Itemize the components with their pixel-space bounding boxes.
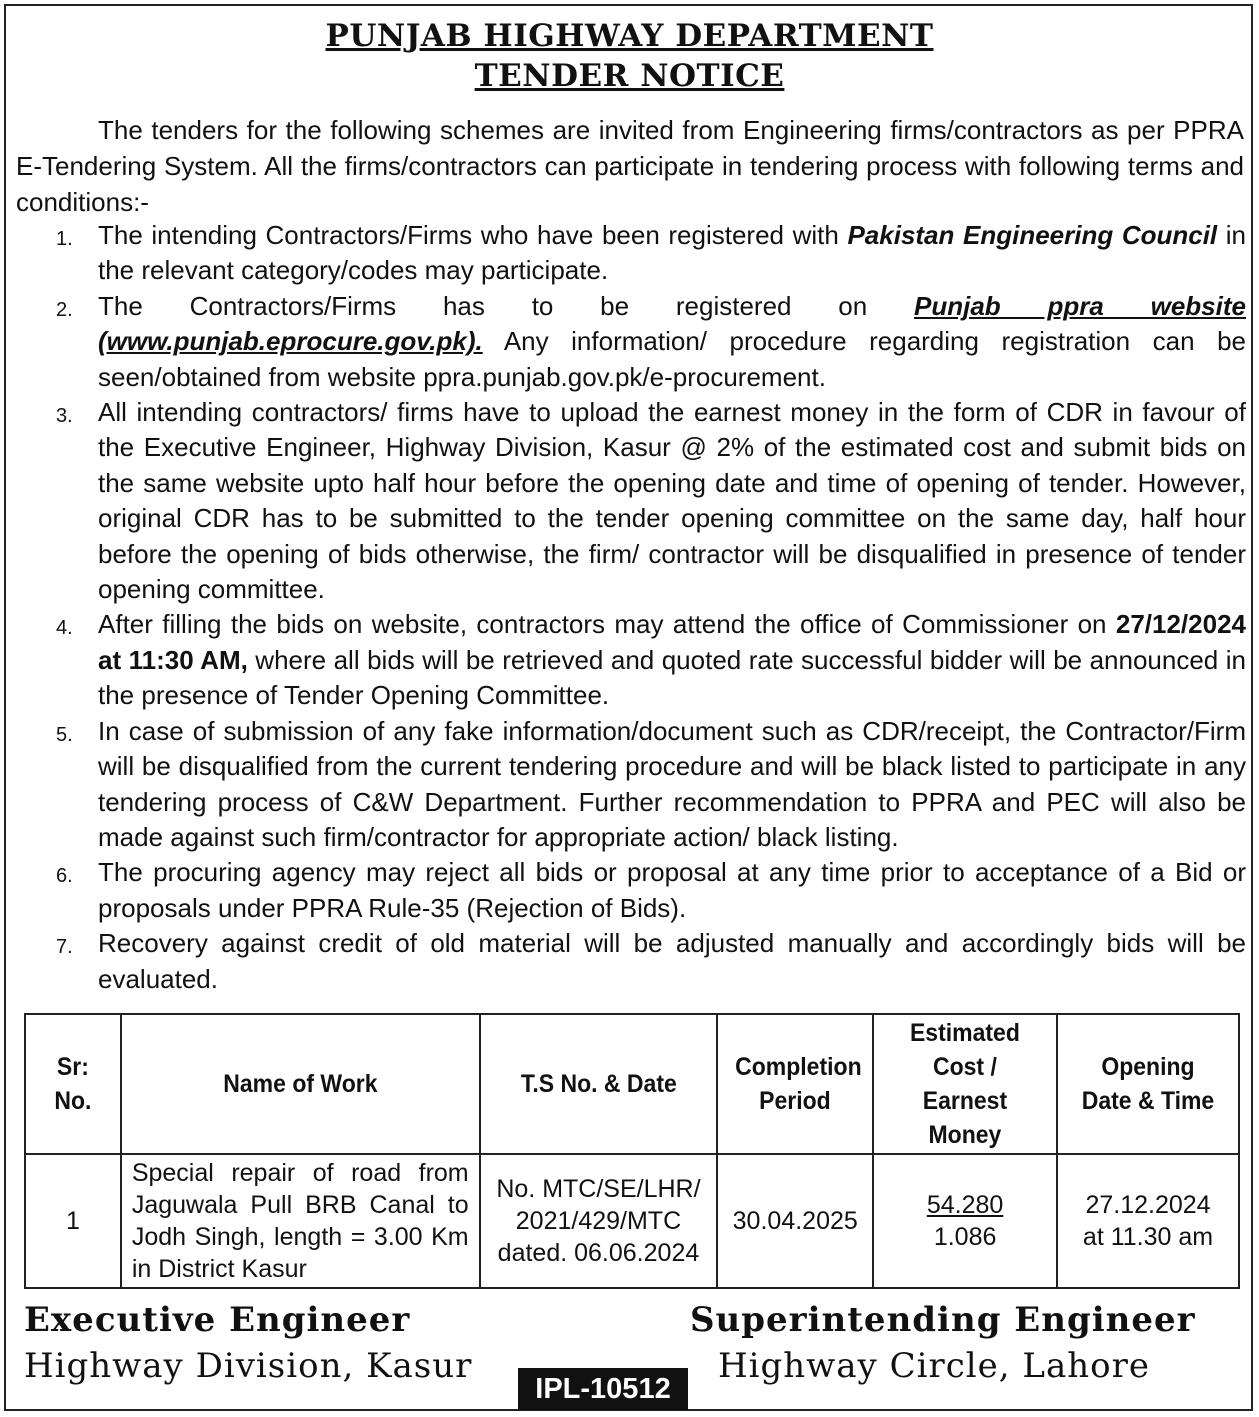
cell-ts-no-date: No. MTC/SE/LHR/ 2021/429/MTC dated. 06.06.2024 <box>480 1154 718 1288</box>
term-text: The procuring agency may reject all bids or proposal at any time prior to acceptance of a Bid or proposals under PPRA Rule-35 (Rejection of Bids). <box>98 857 1246 923</box>
term-number: 3. <box>56 405 73 428</box>
term-emphasis: 27/12/2024 at 11:30 AM, <box>98 609 1246 675</box>
signature-place: Highway Division, Kasur <box>24 1346 473 1386</box>
term-number: 5. <box>56 723 73 746</box>
term-item <box>56 289 1246 395</box>
estimated-cost-value: 54.280 <box>926 1191 1004 1219</box>
earnest-money-value: 1.086 <box>933 1223 997 1251</box>
tender-table <box>24 1013 1240 1289</box>
term-number: 1. <box>56 228 73 250</box>
term-item <box>56 218 1246 289</box>
cell-opening-date-time: 27.12.2024 at 11.30 am <box>1057 1154 1239 1288</box>
cell-name-of-work: Special repair of road from Jaguwala Pull BRB Canal to Jodh Singh, length = 3.00 Km in District Kasur <box>121 1154 480 1288</box>
term-text: Recovery against credit of old material will be adjusted manually and accordingly bids will be evaluated. <box>98 928 1246 994</box>
term-text: The intending Contractors/Firms who have been registered with Pakistan Engineering Council in the relevant category/codes may participate. <box>98 220 1246 286</box>
cell-estimated-cost <box>873 1154 1057 1288</box>
term-item <box>56 926 1246 997</box>
header-completion-period: Completion Period <box>724 1014 867 1154</box>
signature-superintending-engineer <box>690 1300 1196 1386</box>
term-item <box>56 714 1246 856</box>
department-title: PUNJAB HIGHWAY DEPARTMENT <box>325 18 934 54</box>
term-text: The Contractors/Firms has to be registered on Punjab ppra website (www.punjab.eprocure.gov.pk). Any information/ procedure regarding registration can be seen/obtained from website ppra.punjab.gov.pk/e-procurement. <box>98 290 1246 392</box>
term-text: In case of submission of any fake information/document such as CDR/receipt, the Contractor/Firm will be disqualified from the current tendering procedure and will be black listed to participate in any tendering process of C&W Department. Further recommendation to PPRA and PEC will also be made against such firm/contractor for appropriate action/ black listing. <box>98 715 1246 852</box>
term-item <box>56 395 1246 607</box>
header-ts-no-date: T.S No. & Date <box>489 1014 708 1154</box>
cell-completion-period: 30.04.2025 <box>717 1154 873 1288</box>
notice-title: TENDER NOTICE <box>474 58 785 94</box>
signature-role: Executive Engineer <box>24 1300 411 1340</box>
ad-code-badge: IPL-10512 <box>518 1368 688 1410</box>
term-number: 6. <box>56 865 73 888</box>
signature-executive-engineer <box>24 1300 472 1386</box>
table-header-row <box>25 1014 1239 1154</box>
header-sr-no: Sr: No. <box>29 1014 117 1154</box>
table-row <box>25 1154 1239 1288</box>
header-name-of-work: Name of Work <box>135 1014 465 1154</box>
signature-place: Highway Circle, Lahore <box>718 1346 1150 1386</box>
term-text: After filling the bids on website, contractors may attend the office of Commissioner on 27/12/2024 at 11:30 AM, where all bids will be retrieved and quoted rate successful bidder will be announced in the presence of Tender Opening Committee. <box>98 609 1246 711</box>
header-opening-date-time: Opening Date & Time <box>1064 1014 1231 1154</box>
term-item <box>56 855 1246 926</box>
header-estimated-cost: Estimated Cost / Earnest Money <box>881 1014 1050 1154</box>
term-item <box>56 607 1246 713</box>
term-number: 4. <box>56 617 73 640</box>
cell-sr: 1 <box>25 1154 121 1288</box>
intro-paragraph: The tenders for the following schemes are invited from Engineering firms/contractors as per PPRA E-Tendering System. All the firms/contractors can participate in tendering process with following terms and conditions:- <box>16 115 1244 217</box>
term-number: 7. <box>56 936 73 959</box>
term-text: All intending contractors/ firms have to upload the earnest money in the form of CDR in favour of the Executive Engineer, Highway Division, Kasur @ 2% of the estimated cost and submit bids on the same website upto half hour before the opening date and time of opening of tender. However, original CDR has to be submitted to the tender opening committee on the same day, half hour before the opening of bids otherwise, the firm/ contractor will be disqualified in presence of tender opening committee. <box>98 397 1246 605</box>
terms-list <box>56 218 1246 997</box>
term-emphasis-link: Punjab ppra website (www.punjab.eprocure.gov.pk). <box>98 290 1246 357</box>
term-number: 2. <box>56 298 73 321</box>
signature-role: Superintending Engineer <box>690 1300 1196 1340</box>
term-emphasis: Pakistan Engineering Council <box>847 220 1218 250</box>
